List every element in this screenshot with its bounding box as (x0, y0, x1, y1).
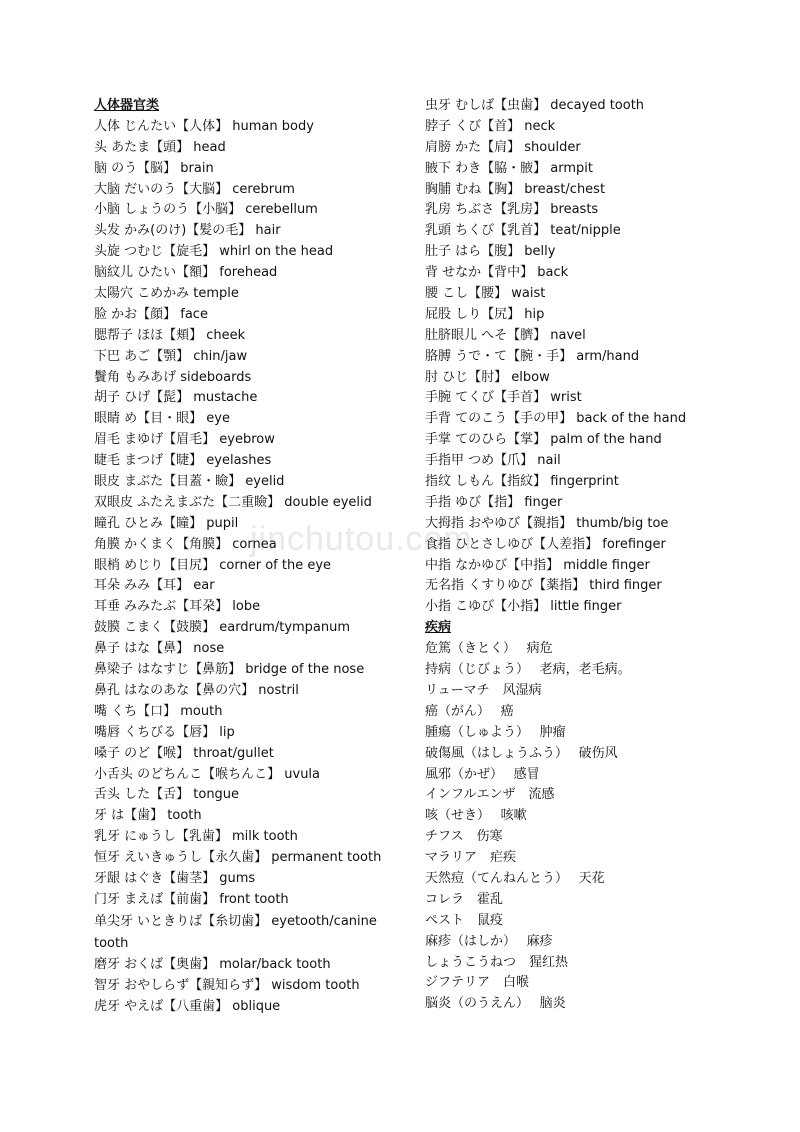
vocab-entry: 胡子 ひげ【髭】 mustache (94, 390, 258, 406)
vocab-entry: 腋下 わき【脇・腋】 armpit (425, 160, 593, 176)
vocab-entry: 手指甲 つめ【爪】 nail (425, 453, 561, 469)
vocab-entry: 背 せなか【背中】 back (425, 265, 569, 281)
vocab-entry: しょうこうねつ 猩红热 (425, 954, 569, 970)
vocab-entry: 咳（せき） 咳嗽 (425, 808, 527, 824)
vocab-entry: 无名指 くすりゆび【薬指】 third finger (425, 578, 662, 594)
vocab-entry: 门牙 まえば【前歯】 front tooth (94, 891, 289, 907)
vocab-entry: 屁股 しり【尻】 hip (425, 306, 545, 322)
vocab-entry: 恒牙 えいきゅうし【永久歯】 permanent tooth (94, 850, 382, 866)
vocab-entry: 眼梢 めじり【目尻】 corner of the eye (94, 557, 332, 573)
vocab-entry: 角膜 かくまく【角膜】 cornea (94, 536, 277, 552)
vocab-entry: 手背 てのこう【手の甲】 back of the hand (425, 411, 687, 427)
vocab-entry: 胸脯 むね【胸】 breast/chest (425, 181, 606, 197)
vocab-entry: 中指 なかゆび【中指】 middle finger (425, 557, 650, 573)
vocab-entry: 人体 じんたい【人体】 human body (94, 118, 314, 134)
vocab-entry: 瞳孔 ひとみ【瞳】 pupil (94, 515, 239, 531)
vocab-entry: 肚子 はら【腹】 belly (425, 244, 556, 260)
vocab-entry: 下巴 あご【顎】 chin/jaw (94, 348, 248, 364)
left-vocab-list (94, 117, 414, 1018)
vocab-entry: 乳頭 ちくび【乳首】 teat/nipple (425, 223, 621, 239)
vocab-entry: 眼睛 め【目・眼】 eye (94, 411, 230, 427)
section-heading-diseases: 疾病 (425, 620, 452, 636)
vocab-entry: 单尖牙 いときりば【糸切歯】 eyetooth/canine tooth (94, 913, 377, 951)
vocab-entry: 双眼皮 ふたえまぶた【二重瞼】 double eyelid (94, 494, 372, 510)
right-column (425, 96, 755, 1015)
vocab-entry: 肘 ひじ【肘】 elbow (425, 369, 550, 385)
vocab-entry: 鼻孔 はなのあな【鼻の穴】 nostril (94, 682, 299, 698)
vocab-entry: 風邪（かぜ） 感冒 (425, 766, 540, 782)
vocab-entry: 鼓膜 こまく【鼓膜】 eardrum/tympanum (94, 620, 351, 636)
vocab-entry: 破傷風（はしょうふう） 破伤风 (425, 745, 618, 761)
vocab-entry: 腮帮子 ほほ【頬】 cheek (94, 327, 246, 343)
vocab-entry: 食指 ひとさしゆび【人差指】 forefinger (425, 536, 666, 552)
vocab-entry: マラリア 疟疾 (425, 850, 517, 866)
vocab-entry: 嘴 くち【口】 mouth (94, 703, 223, 719)
left-column (94, 96, 414, 1017)
vocab-entry: 脑紋儿 ひたい【額】 forehead (94, 265, 278, 281)
vocab-entry: 肩膀 かた【肩】 shoulder (425, 139, 581, 155)
vocab-entry: 智牙 おやしらず【親知らず】 wisdom tooth (94, 977, 360, 993)
vocab-entry: ペスト 鼠疫 (425, 912, 504, 928)
vocab-entry: 腫瘍（しゅよう） 肿瘤 (425, 724, 566, 740)
vocab-entry: 头发 かみ(のけ)【髪の毛】 hair (94, 223, 281, 239)
vocab-entry: 嘴唇 くちびる【唇】 lip (94, 724, 235, 740)
vocab-entry: 耳垂 みみたぶ【耳朶】 lobe (94, 599, 261, 615)
vocab-entry: 手掌 てのひら【掌】 palm of the hand (425, 432, 662, 448)
vocab-entry: 小指 こゆび【小指】 little finger (425, 599, 622, 615)
vocab-entry: インフルエンザ 流感 (425, 787, 555, 803)
vocab-entry: 乳房 ちぶさ【乳房】 breasts (425, 202, 599, 218)
vocab-entry: 小脑 しょうのう【小脳】 cerebellum (94, 202, 318, 218)
section-heading-body-organs: 人体器官类 (94, 98, 160, 113)
vocab-entry: 牙龈 はぐき【歯茎】 gums (94, 870, 256, 886)
vocab-entry: 牙 は【歯】 tooth (94, 808, 202, 824)
vocab-entry: 大脑 だいのう【大脳】 cerebrum (94, 181, 295, 197)
vocab-entry: 眉毛 まゆげ【眉毛】 eyebrow (94, 432, 275, 448)
vocab-entry: コレラ 霍乱 (425, 891, 504, 907)
right-vocab-list-diseases (425, 639, 755, 1015)
vocab-entry: 眼皮 まぶた【目蓋・瞼】 eyelid (94, 474, 285, 490)
vocab-entry: 小舌头 のどちんこ【喉ちんこ】 uvula (94, 766, 321, 782)
vocab-entry: 磨牙 おくば【奥歯】 molar/back tooth (94, 956, 331, 972)
vocab-entry: 指纹 しもん【指紋】 fingerprint (425, 474, 619, 490)
vocab-entry: 睫毛 まつげ【睫】 eyelashes (94, 453, 272, 469)
vocab-entry: 手指 ゆび【指】 finger (425, 494, 563, 510)
vocab-entry: 鼻梁子 はなすじ【鼻筋】 bridge of the nose (94, 662, 365, 678)
watermark-text: jinchutou.com (250, 520, 473, 558)
vocab-entry: 脑 のう【脳】 brain (94, 160, 214, 176)
vocab-entry: 持病（じびょう） 老病，老毛病。 (425, 662, 631, 678)
vocab-entry: 大拇指 おやゆび【親指】 thumb/big toe (425, 515, 669, 531)
vocab-entry: チフス 伤寒 (425, 829, 503, 845)
right-vocab-list-body (425, 96, 755, 618)
vocab-entry: 乳牙 にゅうし【乳歯】 milk tooth (94, 829, 298, 845)
vocab-entry: 脸 かお【顔】 face (94, 306, 208, 322)
vocab-entry: 太陽穴 こめかみ temple (94, 286, 239, 302)
vocab-entry: 脳炎（のうえん） 脑炎 (425, 996, 566, 1012)
vocab-entry: 头旋 つむじ【旋毛】 whirl on the head (94, 244, 334, 260)
vocab-entry: 虫牙 むしば【虫歯】 decayed tooth (425, 98, 645, 113)
vocab-entry: 手腕 てくび【手首】 wrist (425, 390, 582, 406)
vocab-entry: 舌头 した【舌】 tongue (94, 787, 240, 803)
vocab-entry: 脖子 くび【首】 neck (425, 118, 556, 134)
vocab-entry: 腰 こし【腰】 waist (425, 286, 546, 302)
vocab-entry: 麻疹（はしか） 麻疹 (425, 933, 553, 949)
vocab-entry: ジフテリア 白喉 (425, 975, 530, 991)
vocab-entry: 耳朵 みみ【耳】 ear (94, 578, 215, 594)
vocab-entry: 鬢角 もみあげ sideboards (94, 369, 252, 385)
vocab-entry: 虎牙 やえば【八重歯】 oblique (94, 998, 281, 1014)
vocab-entry: 危篤（きとく） 病危 (425, 641, 553, 657)
vocab-entry: 癌（がん） 癌 (425, 703, 514, 719)
vocab-entry: 胳膊 うで・て【腕・手】 arm/hand (425, 348, 640, 364)
vocab-entry: 天然痘（てんねんとう） 天花 (425, 870, 605, 886)
vocab-entry: 鼻子 はな【鼻】 nose (94, 641, 225, 657)
vocab-entry: リューマチ 风湿病 (425, 682, 542, 698)
vocab-entry: 嗓子 のど【喉】 throat/gullet (94, 745, 274, 761)
vocab-entry: 肚脐眼儿 へそ【臍】 navel (425, 327, 586, 343)
vocab-entry: 头 あたま【頭】 head (94, 139, 226, 155)
